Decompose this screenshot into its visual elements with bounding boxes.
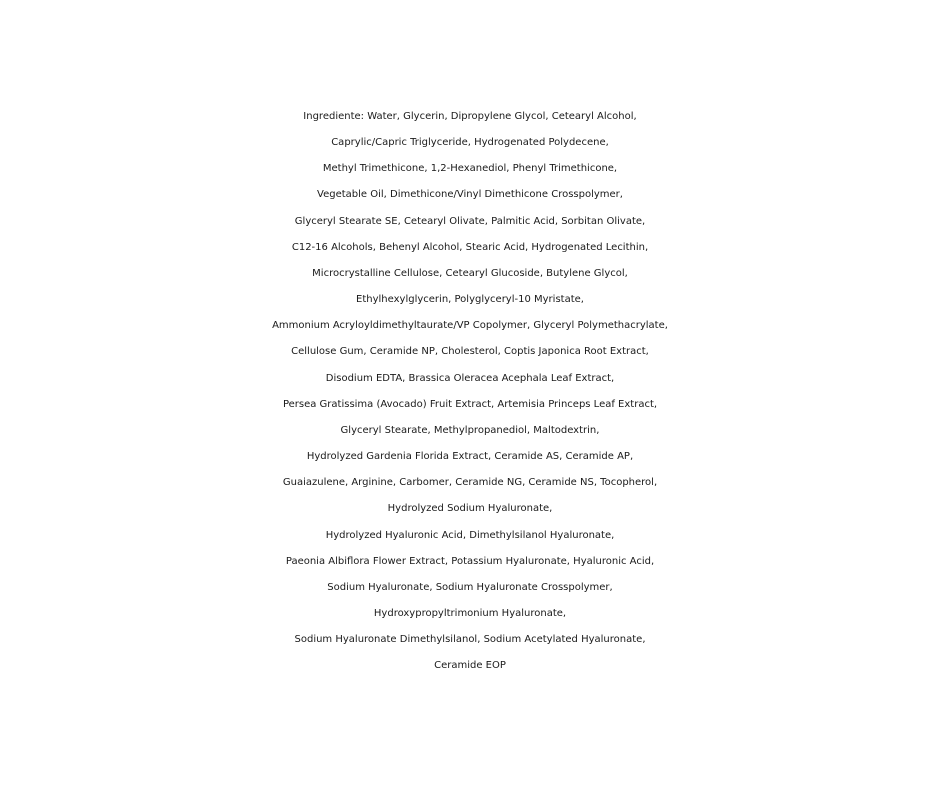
ingredient-line: Sodium Hyaluronate Dimethylsilanol, Sodium Acetylated Hyaluronate,: [294, 634, 646, 646]
ingredient-line: Paeonia Albiflora Flower Extract, Potassium Hyaluronate, Hyaluronic Acid,: [285, 555, 655, 567]
ingredient-line: Caprylic/Capric Triglyceride, Hydrogenated Polydecene,: [331, 137, 609, 149]
ingredient-line: Persea Gratissima (Avocado) Fruit Extract, Artemisia Princeps Leaf Extract,: [282, 398, 658, 410]
ingredient-line: Ammonium Acryloyldimethyltaurate/VP Copolymer, Glyceryl Polymethacrylate,: [272, 320, 668, 332]
ingredient-line: Methyl Trimethicone, 1,2-Hexanediol, Phenyl Trimethicone,: [322, 163, 618, 175]
ingredient-line: C12-16 Alcohols, Behenyl Alcohol, Stearic Acid, Hydrogenated Lecithin,: [291, 241, 649, 253]
ingredient-line: Glyceryl Stearate SE, Cetearyl Olivate, Palmitic Acid, Sorbitan Olivate,: [294, 215, 646, 227]
ingredient-line: Guaiazulene, Arginine, Carbomer, Ceramide NG, Ceramide NS, Tocopherol,: [282, 477, 658, 489]
ingredient-line: Hydrolyzed Hyaluronic Acid, Dimethylsilanol Hyaluronate,: [325, 529, 615, 541]
ingredient-line: Disodium EDTA, Brassica Oleracea Acephala Leaf Extract,: [325, 372, 615, 384]
ingredient-line: Cellulose Gum, Ceramide NP, Cholesterol, Coptis Japonica Root Extract,: [291, 346, 649, 358]
ingredient-line: Sodium Hyaluronate, Sodium Hyaluronate Crosspolymer,: [327, 581, 613, 593]
ingredient-line: Hydrolyzed Sodium Hyaluronate,: [387, 503, 553, 515]
ingredient-line: Ceramide EOP: [434, 660, 506, 672]
ingredient-line: Ingrediente: Water, Glycerin, Dipropylene Glycol, Cetearyl Alcohol,: [303, 111, 637, 122]
ingredient-line: Vegetable Oil, Dimethicone/Vinyl Dimethicone Crosspolymer,: [317, 189, 623, 201]
ingredient-line: Ethylhexylglycerin, Polyglyceryl-10 Myristate,: [356, 294, 584, 306]
ingredient-line: Hydroxypropyltrimonium Hyaluronate,: [373, 607, 567, 619]
ingredient-line: Microcrystalline Cellulose, Cetearyl Glucoside, Butylene Glycol,: [312, 267, 628, 279]
ingredients-list: [0, 104, 940, 679]
ingredient-line: Hydrolyzed Gardenia Florida Extract, Ceramide AS, Ceramide AP,: [306, 451, 634, 463]
ingredient-line: Glyceryl Stearate, Methylpropanediol, Maltodextrin,: [340, 424, 600, 436]
